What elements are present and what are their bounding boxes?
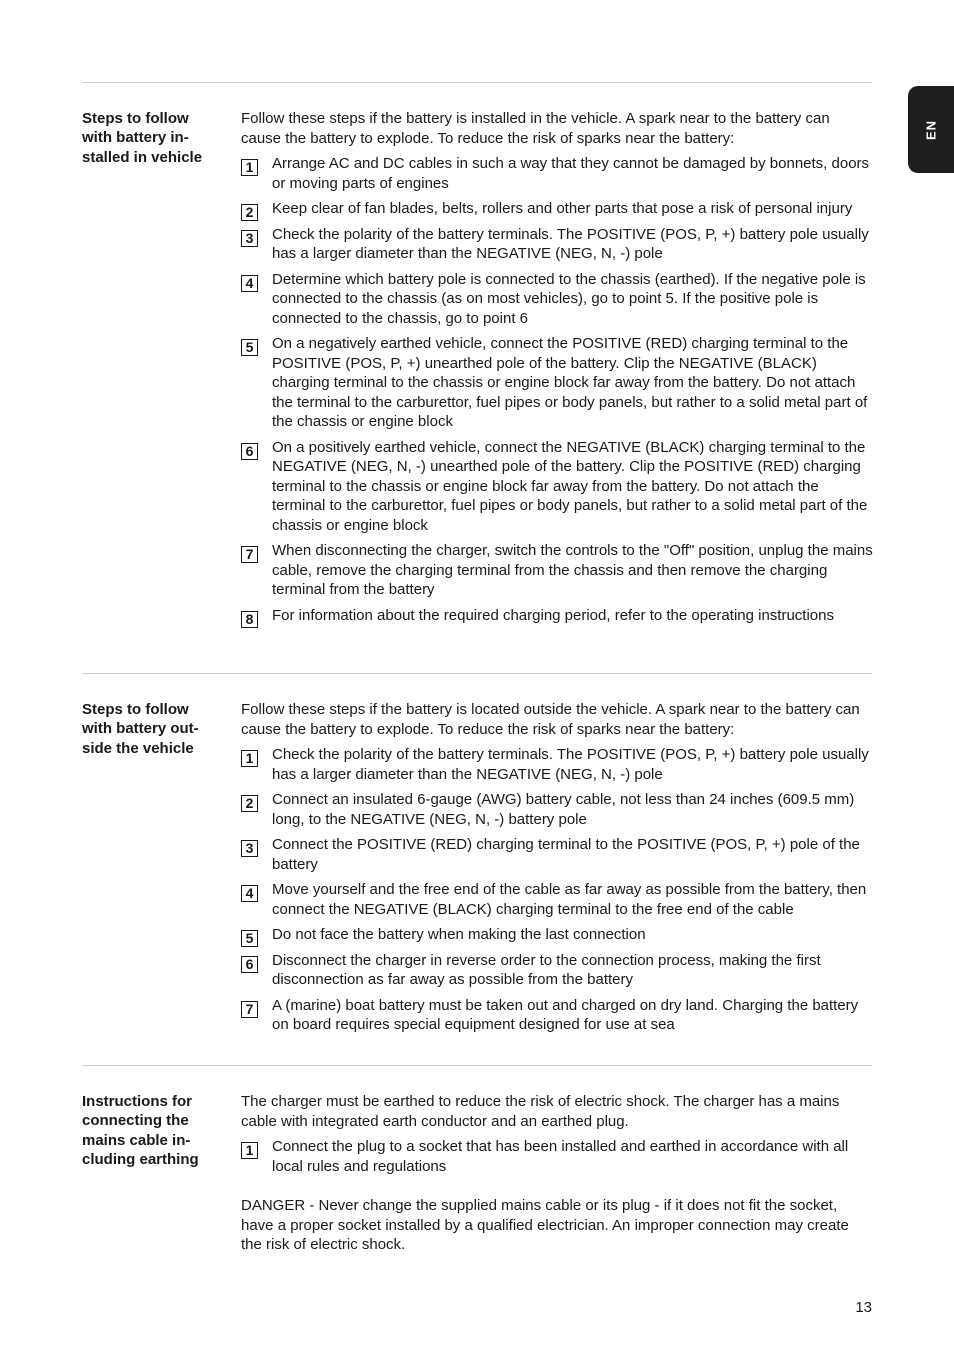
step-number-box: 4 bbox=[241, 885, 258, 902]
step-item bbox=[241, 880, 873, 919]
step-number-box: 3 bbox=[241, 840, 258, 857]
section-divider bbox=[82, 1065, 872, 1066]
step-text: When disconnecting the charger, switch the controls to the "Off" position, unplug the mains cable, remove the charging terminal from the chassis and then remove the charging terminal from the battery bbox=[272, 542, 873, 598]
step-number-box: 1 bbox=[241, 159, 258, 176]
section-divider bbox=[82, 673, 872, 674]
step-item bbox=[241, 154, 873, 193]
step-item bbox=[241, 199, 873, 219]
step-number-box: 2 bbox=[241, 795, 258, 812]
page-number: 13 bbox=[855, 1299, 872, 1316]
step-text: Connect the plug to a socket that has been installed and earthed in accordance with all local rules and regulations bbox=[272, 1138, 849, 1175]
step-number-box: 7 bbox=[241, 1001, 258, 1018]
step-list bbox=[241, 745, 873, 1035]
step-item bbox=[241, 790, 873, 829]
step-text: For information about the required charging period, refer to the operating instructions bbox=[272, 606, 834, 624]
section-title: Steps to follow with battery installed in vehicle bbox=[82, 110, 203, 166]
step-list bbox=[241, 154, 873, 625]
step-number-box: 2 bbox=[241, 204, 258, 221]
step-number-box: 7 bbox=[241, 546, 258, 563]
section-content bbox=[241, 1092, 873, 1255]
step-text: Keep clear of fan blades, belts, rollers and other parts that pose a risk of personal injury bbox=[272, 200, 853, 217]
step-item bbox=[241, 835, 873, 874]
step-number-box: 1 bbox=[241, 1142, 258, 1159]
step-number-box: 6 bbox=[241, 956, 258, 973]
step-text: Do not face the battery when making the last connection bbox=[272, 926, 646, 943]
step-text: Disconnect the charger in reverse order to the connection process, making the first disconnection as far away as possible from the battery bbox=[272, 951, 821, 988]
step-item bbox=[241, 270, 873, 329]
step-number-box: 4 bbox=[241, 275, 258, 292]
step-text: Check the polarity of the battery terminals. The POSITIVE (POS, P, +) battery pole usually has a larger diameter than the NEGATIVE (NEG, N, -) pole bbox=[272, 746, 869, 783]
step-item bbox=[241, 606, 873, 626]
section-intro: Follow these steps if the battery is located outside the vehicle. A spark near to the battery can cause the battery to explode. To reduce the risk of sparks near the battery: bbox=[241, 701, 860, 738]
section-title: Steps to follow with battery outside the vehicle bbox=[82, 701, 199, 757]
step-number-box: 5 bbox=[241, 339, 258, 356]
step-item bbox=[241, 1137, 873, 1176]
step-item bbox=[241, 225, 873, 264]
step-item bbox=[241, 334, 873, 432]
section-intro: The charger must be earthed to reduce the risk of electric shock. The charger has a mains cable with integrated earth conductor and an earthed plug. bbox=[241, 1093, 840, 1130]
step-text: Determine which battery pole is connected to the chassis (earthed). If the negative pole is connected to the chassis (as on most vehicles), go to point 5. If the positive pole is connected to the chassis, go to point 6 bbox=[272, 270, 866, 327]
step-text: Connect the POSITIVE (RED) charging terminal to the POSITIVE (POS, P, +) pole of the battery bbox=[272, 836, 860, 873]
danger-note: DANGER - Never change the supplied mains cable or its plug - if it does not fit the socket, have a proper socket installed by a qualified electrician. An improper connection may create the risk of electric shock. bbox=[241, 1197, 849, 1253]
section-content bbox=[241, 700, 873, 1041]
step-item bbox=[241, 438, 873, 536]
step-number-box: 3 bbox=[241, 230, 258, 247]
section-title: Instructions for connecting the mains cable including earthing bbox=[82, 1093, 199, 1168]
step-text: Arrange AC and DC cables in such a way that they cannot be damaged by bonnets, doors or moving parts of engines bbox=[272, 155, 870, 192]
section-content bbox=[241, 109, 873, 631]
step-text: A (marine) boat battery must be taken out and charged on dry land. Charging the battery on board requires special equipment designed for use at sea bbox=[272, 996, 859, 1033]
step-text: On a negatively earthed vehicle, connect the POSITIVE (RED) charging terminal to the POSITIVE (POS, P, +) unearthed pole of the battery. Clip the NEGATIVE (BLACK) charging terminal to the chassis or engine block far away from the battery. Do not attach the terminal to the carburettor, fuel pipes or body panels, but rather to a solid metal part of the chassis or engine block bbox=[272, 335, 868, 430]
language-tab[interactable] bbox=[908, 86, 954, 173]
section-intro: Follow these steps if the battery is installed in the vehicle. A spark near to the battery can cause the battery to explode. To reduce the risk of sparks near the battery: bbox=[241, 110, 830, 147]
step-item bbox=[241, 925, 873, 945]
step-text: Check the polarity of the battery terminals. The POSITIVE (POS, P, +) battery pole usually has a larger diameter than the NEGATIVE (NEG, N, -) pole bbox=[272, 225, 869, 262]
step-list bbox=[241, 1137, 873, 1176]
step-text: Connect an insulated 6-gauge (AWG) battery cable, not less than 24 inches (609.5 mm) long, to the NEGATIVE (NEG, N, -) battery pole bbox=[272, 791, 855, 828]
language-tab-label: EN bbox=[923, 119, 939, 140]
step-number-box: 5 bbox=[241, 930, 258, 947]
step-text: On a positively earthed vehicle, connect the NEGATIVE (BLACK) charging terminal to the NEGATIVE (NEG, N, -) unearthed pole of the battery. Clip the POSITIVE (RED) charging terminal to the chassis or engine block far away from the battery. Do not attach the terminal to the carburettor, fuel pipes or body panels, but rather to a solid metal part of the chassis or engine block bbox=[272, 438, 868, 534]
step-number-box: 8 bbox=[241, 611, 258, 628]
step-item bbox=[241, 541, 873, 600]
step-item bbox=[241, 996, 873, 1035]
step-number-box: 1 bbox=[241, 750, 258, 767]
step-item bbox=[241, 745, 873, 784]
step-number-box: 6 bbox=[241, 443, 258, 460]
step-text: Move yourself and the free end of the cable as far away as possible from the battery, then connect the NEGATIVE (BLACK) charging terminal to the free end of the cable bbox=[272, 881, 867, 918]
step-item bbox=[241, 951, 873, 990]
top-divider bbox=[82, 82, 872, 83]
